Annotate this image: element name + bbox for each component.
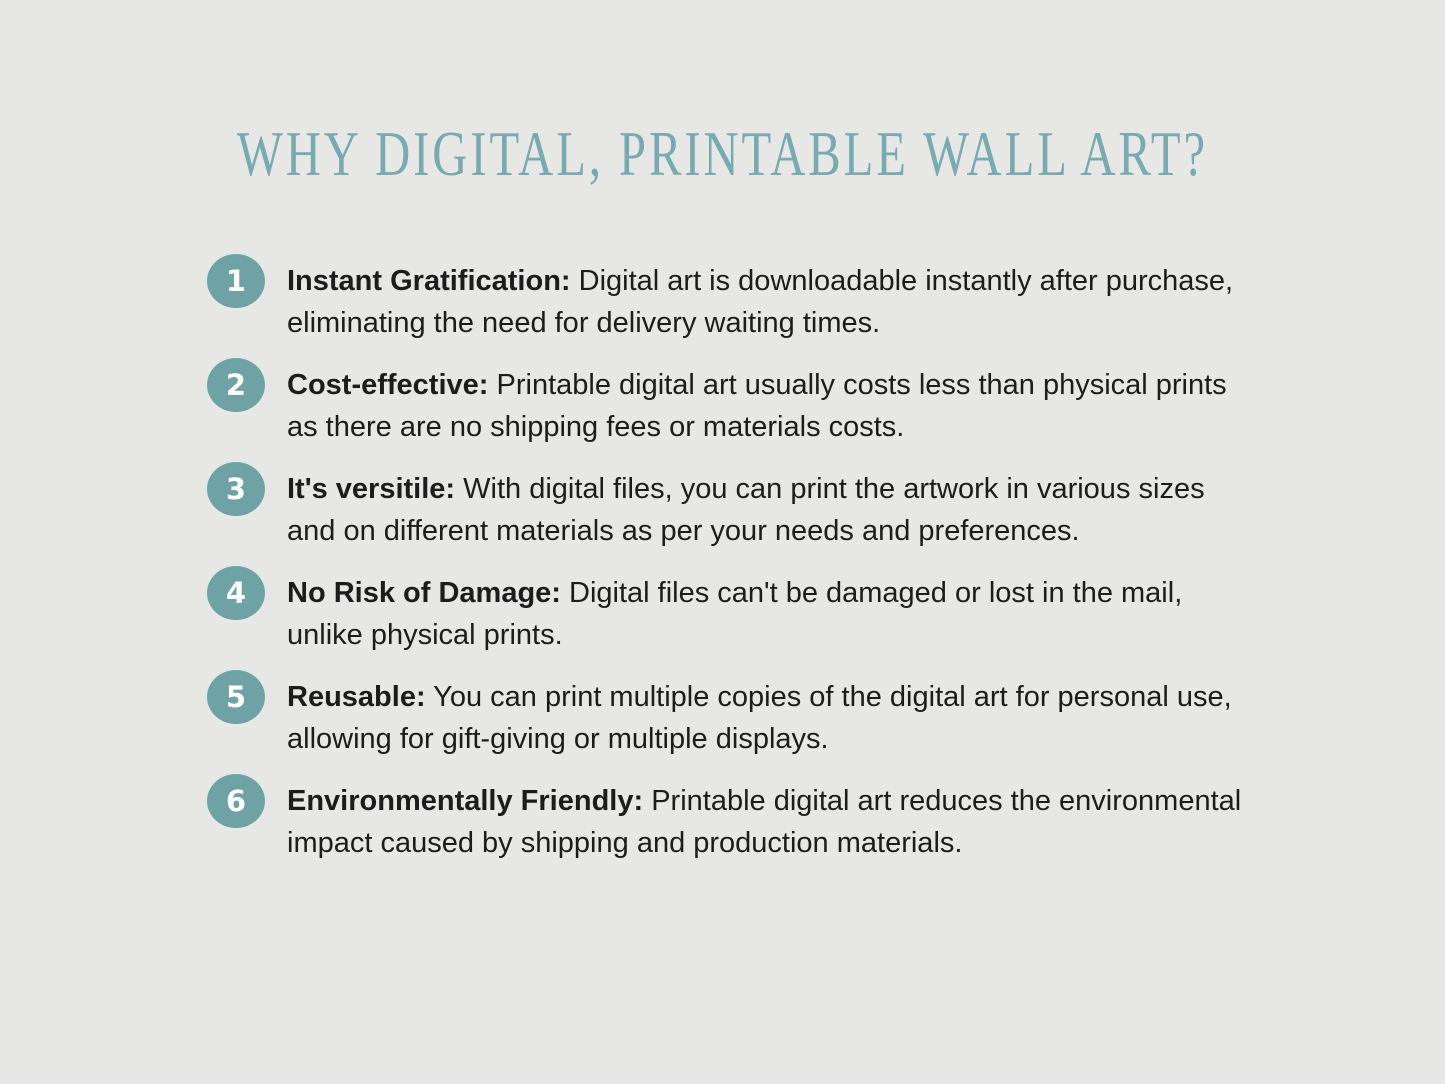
badge-number: 3: [225, 471, 247, 506]
list-item: [207, 572, 1247, 656]
badge-number: 2: [225, 367, 247, 402]
item-body: With digital files, you can print the artwork in various sizes and on different materials as per your needs and preferences.: [287, 473, 1205, 547]
list-item: [207, 364, 1247, 448]
number-badge: [207, 566, 265, 620]
list-item: [207, 676, 1247, 760]
item-body: Printable digital art usually costs less than physical prints as there are no shipping fees or materials costs.: [287, 369, 1227, 443]
number-badge: [207, 254, 265, 308]
item-text: [287, 780, 1247, 864]
item-body: Digital files can't be damaged or lost in the mail, unlike physical prints.: [287, 577, 1183, 651]
heading-area: [0, 0, 1445, 189]
item-lead: Reusable:: [287, 681, 426, 713]
item-body: You can print multiple copies of the digital art for personal use, allowing for gift-giving or multiple displays.: [287, 681, 1232, 755]
item-text: [287, 260, 1247, 344]
item-lead: Environmentally Friendly:: [287, 785, 644, 817]
number-badge: [207, 462, 265, 516]
page-title: WHY DIGITAL, PRINTABLE WALL ART?: [236, 118, 1209, 189]
item-lead: It's versitile:: [287, 473, 456, 505]
item-lead: Instant Gratification:: [287, 265, 571, 297]
benefits-list: [207, 260, 1247, 864]
list-item: [207, 780, 1247, 864]
item-text: [287, 364, 1247, 448]
item-lead: Cost-effective:: [287, 369, 489, 401]
item-text: [287, 468, 1247, 552]
item-text: [287, 676, 1247, 760]
badge-number: 5: [225, 679, 247, 714]
list-item: [207, 260, 1247, 344]
item-body: Digital art is downloadable instantly after purchase, eliminating the need for delivery waiting times.: [287, 265, 1234, 339]
list-item: [207, 468, 1247, 552]
badge-number: 6: [225, 783, 247, 818]
number-badge: [207, 774, 265, 828]
badge-number: 4: [225, 575, 247, 610]
item-body: Printable digital art reduces the environmental impact caused by shipping and production materials.: [287, 785, 1242, 859]
number-badge: [207, 358, 265, 412]
number-badge: [207, 670, 265, 724]
item-text: [287, 572, 1247, 656]
badge-number: 1: [225, 263, 247, 298]
item-lead: No Risk of Damage:: [287, 577, 561, 609]
